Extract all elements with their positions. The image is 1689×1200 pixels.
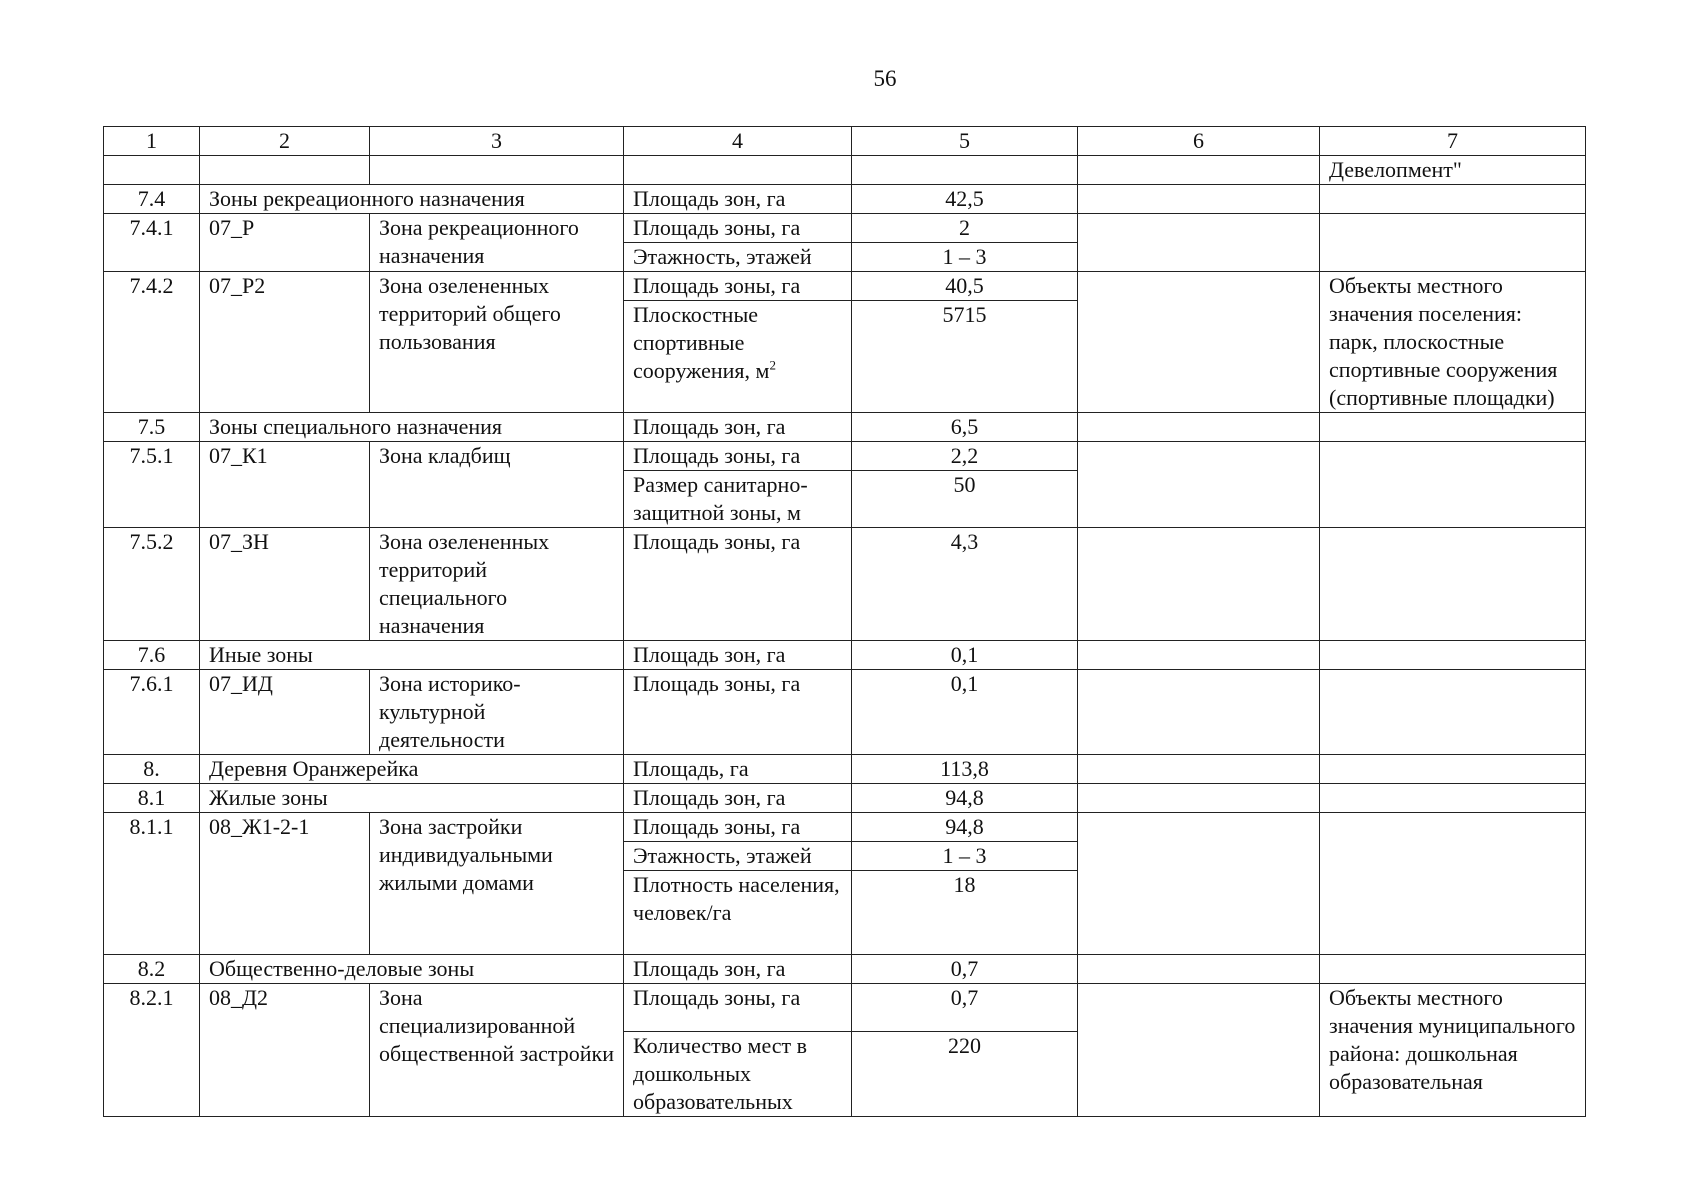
value: 1 – 3	[852, 243, 1078, 272]
table-row	[104, 272, 1586, 301]
col-header-2: 2	[200, 127, 370, 156]
parameter: Площадь зоны, га	[624, 272, 852, 301]
row-number: 7.5.2	[104, 528, 200, 641]
value: 1 – 3	[852, 842, 1078, 871]
parameter: Площадь, га	[624, 755, 852, 784]
zone-code: 07_ЗН	[200, 528, 370, 641]
row-number: 7.6.1	[104, 670, 200, 755]
zone-code: 08_Д2	[200, 984, 370, 1117]
parameter: Размер санитарно-защитной зоны, м	[624, 471, 852, 528]
table-row	[104, 413, 1586, 442]
row-number: 8.1	[104, 784, 200, 813]
value: 220	[852, 1032, 1078, 1117]
parameter: Площадь зоны, га	[624, 442, 852, 471]
parameter: Площадь зон, га	[624, 784, 852, 813]
value: 2	[852, 214, 1078, 243]
zone-name: Зона специализированной общественной застройки	[370, 984, 624, 1117]
zone-code: 08_Ж1-2-1	[200, 813, 370, 955]
parameter: Плотность населения, человек/га	[624, 871, 852, 955]
row-number: 7.5.1	[104, 442, 200, 528]
row-number: 7.5	[104, 413, 200, 442]
parameter: Этажность, этажей	[624, 243, 852, 272]
table-row	[104, 442, 1586, 471]
parameter: Площадь зоны, га	[624, 528, 852, 641]
row-number: 8.2	[104, 955, 200, 984]
group-name: Зоны специального назначения	[200, 413, 624, 442]
zone-code: 07_Р	[200, 214, 370, 272]
col-header-1: 1	[104, 127, 200, 156]
zones-table	[103, 126, 1586, 1117]
parameter: Площадь зон, га	[624, 185, 852, 214]
group-name: Зоны рекреационного назначения	[200, 185, 624, 214]
continuation-note: Девелопмент"	[1320, 156, 1586, 185]
value: 0,1	[852, 670, 1078, 755]
col-header-3: 3	[370, 127, 624, 156]
col-header-6: 6	[1078, 127, 1320, 156]
row-number: 7.4.2	[104, 272, 200, 413]
zone-code: 07_К1	[200, 442, 370, 528]
parameter: Площадь зон, га	[624, 413, 852, 442]
value: 50	[852, 471, 1078, 528]
value: 5715	[852, 301, 1078, 413]
table-row	[104, 813, 1586, 842]
parameter: Площадь зоны, га	[624, 813, 852, 842]
continuation-row	[104, 156, 1586, 185]
row-number: 7.4.1	[104, 214, 200, 272]
parameter: Площадь зон, га	[624, 955, 852, 984]
zone-code: 07_Р2	[200, 272, 370, 413]
col-header-7: 7	[1320, 127, 1586, 156]
table-row	[104, 214, 1586, 243]
row-number: 7.6	[104, 641, 200, 670]
group-name: Общественно-деловые зоны	[200, 955, 624, 984]
parameter: Площадь зоны, га	[624, 214, 852, 243]
table-row	[104, 755, 1586, 784]
value: 18	[852, 871, 1078, 955]
col-header-4: 4	[624, 127, 852, 156]
table-row	[104, 670, 1586, 755]
table-row	[104, 784, 1586, 813]
group-name: Деревня Оранжерейка	[200, 755, 624, 784]
zone-name: Зона озелененных территорий общего пользования	[370, 272, 624, 413]
column-number-row	[104, 127, 1586, 156]
value: 0,7	[852, 984, 1078, 1032]
value: 6,5	[852, 413, 1078, 442]
value: 0,7	[852, 955, 1078, 984]
group-name: Жилые зоны	[200, 784, 624, 813]
zone-code: 07_ИД	[200, 670, 370, 755]
row-number: 8.	[104, 755, 200, 784]
table-row	[104, 955, 1586, 984]
parameter: Площадь зон, га	[624, 641, 852, 670]
value: 113,8	[852, 755, 1078, 784]
zone-name: Зона рекреационного назначения	[370, 214, 624, 272]
zone-name: Зона кладбищ	[370, 442, 624, 528]
note: Объекты местного значения муниципального района: дошкольная образовательная	[1320, 984, 1586, 1117]
value: 42,5	[852, 185, 1078, 214]
value: 0,1	[852, 641, 1078, 670]
parameter: Площадь зоны, га	[624, 984, 852, 1032]
col-header-5: 5	[852, 127, 1078, 156]
parameter: Количество мест в дошкольных образовательных	[624, 1032, 852, 1117]
table-row	[104, 641, 1586, 670]
row-number: 8.2.1	[104, 984, 200, 1117]
zone-name: Зона озелененных территорий специального назначения	[370, 528, 624, 641]
value: 2,2	[852, 442, 1078, 471]
row-number: 7.4	[104, 185, 200, 214]
note: Объекты местного значения поселения: парк, плоскостные спортивные сооружения (спортивные площадки)	[1320, 272, 1586, 413]
superscript: 2	[769, 357, 776, 373]
value: 4,3	[852, 528, 1078, 641]
page-number: 56	[873, 66, 897, 91]
value: 94,8	[852, 784, 1078, 813]
table-row	[104, 528, 1586, 641]
table-row	[104, 185, 1586, 214]
zone-name: Зона историко-культурной деятельности	[370, 670, 624, 755]
parameter: Плоскостные спортивные сооружения, $м^2$	[624, 301, 852, 413]
zone-name: Зона застройки индивидуальными жилыми домами	[370, 813, 624, 955]
value: 94,8	[852, 813, 1078, 842]
row-number: 8.1.1	[104, 813, 200, 955]
parameter: Площадь зоны, га	[624, 670, 852, 755]
table-row	[104, 984, 1586, 1032]
parameter: Этажность, этажей	[624, 842, 852, 871]
group-name: Иные зоны	[200, 641, 624, 670]
value: 40,5	[852, 272, 1078, 301]
